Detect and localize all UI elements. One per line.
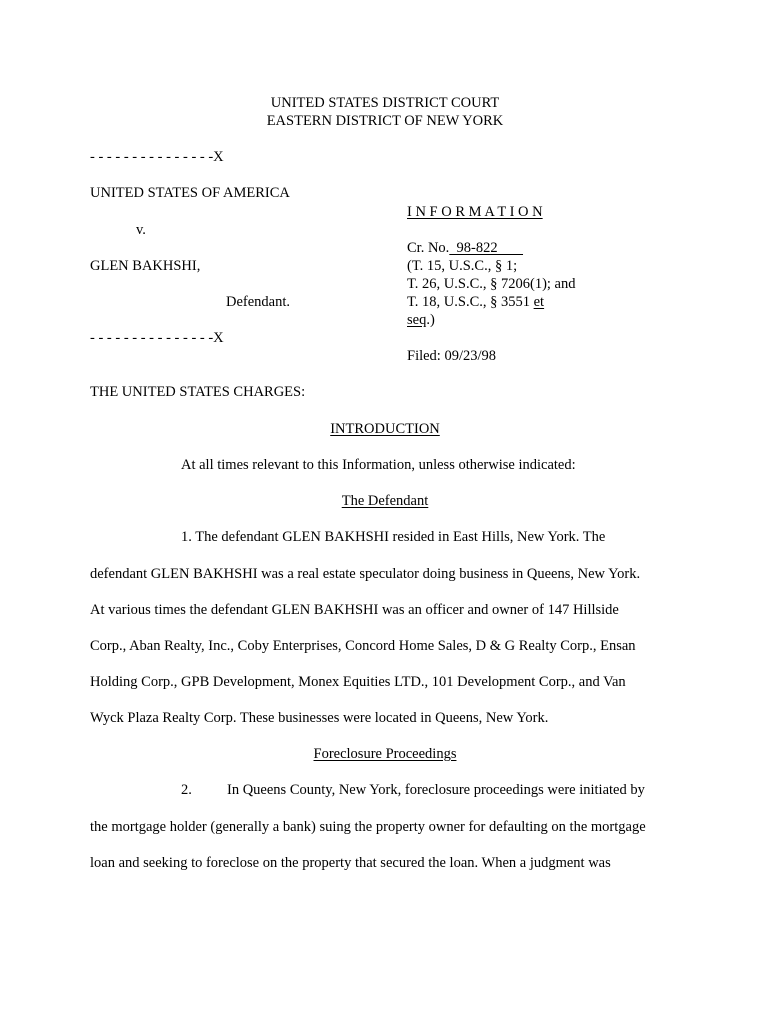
versus: v. <box>136 222 146 238</box>
paragraph-2-line-2: the mortgage holder (generally a bank) suing the property owner for defaulting on the mortgage <box>90 819 646 835</box>
caption-rule-top: - - - - - - - - - - - - - - -X <box>90 149 224 165</box>
defendant-role: Defendant. <box>226 294 291 310</box>
statute-line-3-text: T. 18, U.S.C., § 3551 <box>407 294 534 310</box>
statute-et: et <box>533 294 545 310</box>
paragraph-2-number: 2. <box>181 782 192 798</box>
paragraph-1-line-5: Holding Corp., GPB Development, Monex Equities LTD., 101 Development Corp., and Van <box>90 674 626 690</box>
paragraph-1-line-4: Corp., Aban Realty, Inc., Coby Enterprises, Concord Home Sales, D & G Realty Corp., Ensan <box>90 638 636 654</box>
paragraph-2-line-1: In Queens County, New York, foreclosure proceedings were initiated by <box>227 782 645 798</box>
information-heading: I N F O R M A T I O N <box>407 204 543 220</box>
court-district: EASTERN DISTRICT OF NEW YORK <box>266 113 504 129</box>
paragraph-1-line-3: At various times the defendant GLEN BAKHSHI was an officer and owner of 147 Hillside <box>90 602 619 618</box>
statute-line-1: (T. 15, U.S.C., § 1; <box>407 258 518 274</box>
case-number-prefix: Cr. No. <box>407 240 450 256</box>
case-number-line <box>407 239 523 257</box>
paragraph-1-line-1: 1. The defendant GLEN BAKHSHI resided in East Hills, New York. The <box>181 529 606 545</box>
court-name: UNITED STATES DISTRICT COURT <box>270 95 500 111</box>
statute-seq: seq <box>407 312 427 328</box>
paragraph-1-line-2: defendant GLEN BAKHSHI was a real estate speculator doing business in Queens, New York. <box>90 566 641 582</box>
defendant-section-heading: The Defendant <box>341 493 429 509</box>
statute-line-3 <box>407 293 544 311</box>
plaintiff-name: UNITED STATES OF AMERICA <box>90 185 290 201</box>
statute-line-4-suffix: .) <box>426 312 435 328</box>
defendant-name: GLEN BAKHSHI, <box>90 258 201 274</box>
introduction-heading: INTRODUCTION <box>330 421 440 437</box>
filed-date: Filed: 09/23/98 <box>407 348 497 364</box>
caption-rule-bottom: - - - - - - - - - - - - - - -X <box>90 330 224 346</box>
paragraph-1-line-6: Wyck Plaza Realty Corp. These businesses were located in Queens, New York. <box>90 710 549 726</box>
charges-heading: THE UNITED STATES CHARGES: <box>90 384 306 400</box>
case-number: 98-822 <box>449 240 524 256</box>
foreclosure-section-heading: Foreclosure Proceedings <box>313 746 457 762</box>
statute-line-2: T. 26, U.S.C., § 7206(1); and <box>407 276 576 292</box>
paragraph-2-line-3: loan and seeking to foreclose on the property that secured the loan. When a judgment was <box>90 855 611 871</box>
statute-line-4 <box>407 311 435 329</box>
introduction-preamble: At all times relevant to this Information, unless otherwise indicated: <box>181 457 576 473</box>
